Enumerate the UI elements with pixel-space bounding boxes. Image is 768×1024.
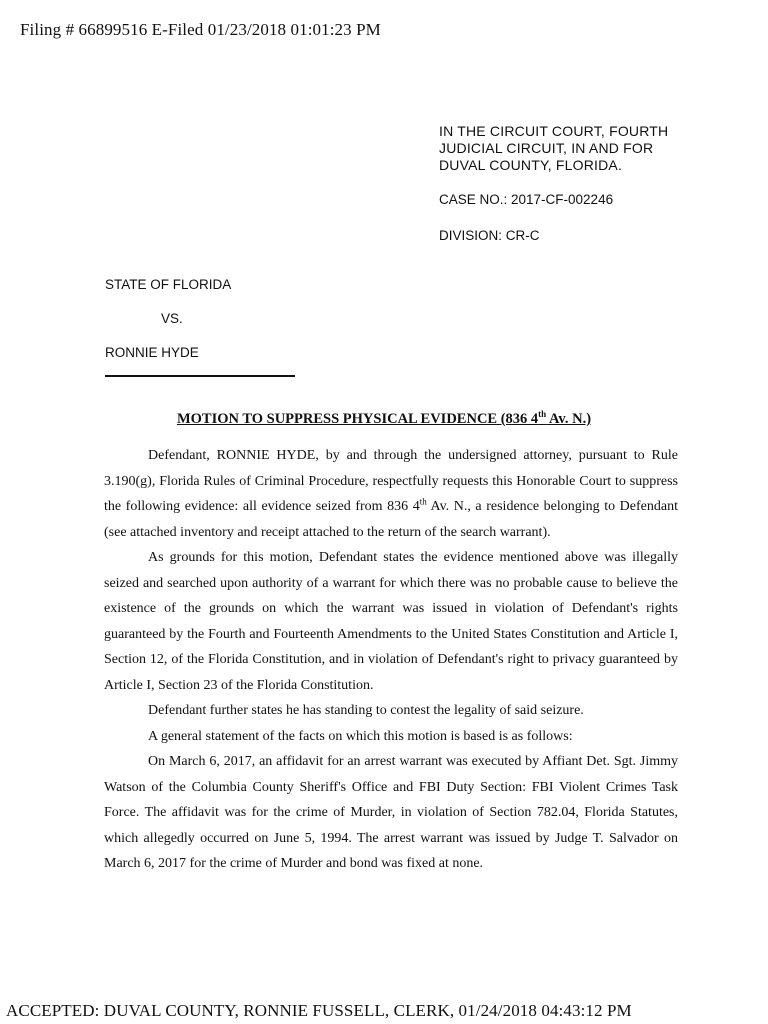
plaintiff-name: STATE OF FLORIDA (105, 277, 232, 292)
paragraph-request (104, 443, 678, 545)
filing-header: Filing # 66899516 E-Filed 01/23/2018 01:01:23 PM (20, 20, 381, 39)
paragraph-request-superscript: th (419, 496, 427, 507)
paragraph-standing: Defendant further states he has standing to contest the legality of said seizure. (148, 703, 584, 718)
paragraph-facts: On March 6, 2017, an affidavit for an arrest warrant was executed by Affiant Det. Sgt. Jimmy Watson of the Columbia County Sheriff's Office and FBI Duty Section: FBI Violent Crimes Task Force. The affidavit was for the crime of Murder, in violation of Section 782.04, Florida Statutes, which allegedly occurred on June 5, 1994. The arrest warrant was issued by Judge T. Salvador on March 6, 2017 for the crime of Murder and bond was fixed at none. (104, 754, 678, 871)
case-number: CASE NO.: 2017-CF-002246 (439, 192, 614, 207)
defendant-name: RONNIE HYDE (105, 345, 199, 360)
motion-title-text: MOTION TO SUPPRESS PHYSICAL EVIDENCE (836 4 (176, 411, 539, 427)
court-caption (439, 123, 689, 174)
motion-title-suffix: Av. N.) (546, 411, 592, 427)
court-line: IN THE CIRCUIT COURT, FOURTH (439, 123, 669, 139)
accepted-footer: ACCEPTED: DUVAL COUNTY, RONNIE FUSSELL, CLERK, 01/24/2018 04:43:12 PM (6, 1001, 632, 1020)
court-line: DUVAL COUNTY, FLORIDA. (439, 157, 623, 173)
division: DIVISION: CR-C (439, 228, 540, 243)
paragraph-grounds: As grounds for this motion, Defendant states the evidence mentioned above was illegally seized and searched upon authority of a warrant for which there was no probable cause to believe the existence of the grounds on which the warrant was issued in violation of Defendant's rights guaranteed by the Fourth and Fourteenth Amendments to the United States Constitution and Article I, Section 12, of the Florida Constitution, and in violation of Defendant's right to privacy guaranteed by Article I, Section 23 of the Florida Constitution. (104, 550, 678, 693)
motion-body (104, 443, 678, 877)
motion-title-superscript: th (538, 409, 547, 420)
motion-title (0, 411, 768, 428)
paragraph-facts-intro: A general statement of the facts on which this motion is based is as follows: (148, 728, 573, 744)
versus-label: VS. (161, 311, 183, 326)
paragraph-request-text: Defendant, RONNIE HYDE, by and through the undersigned attorney, pursuant to Rule 3.190(g), Florida Rules of Criminal Procedure, respectfully requests this Honorable Court to suppress the following evidence: all evidence seized from 836 4 (104, 448, 678, 514)
caption-divider (105, 375, 295, 377)
paragraph-request-suffix: Av. N., a residence belonging to Defendant (see attached inventory and receipt attached to the return of the search warrant). (104, 499, 678, 540)
court-line: JUDICIAL CIRCUIT, IN AND FOR (439, 140, 654, 156)
